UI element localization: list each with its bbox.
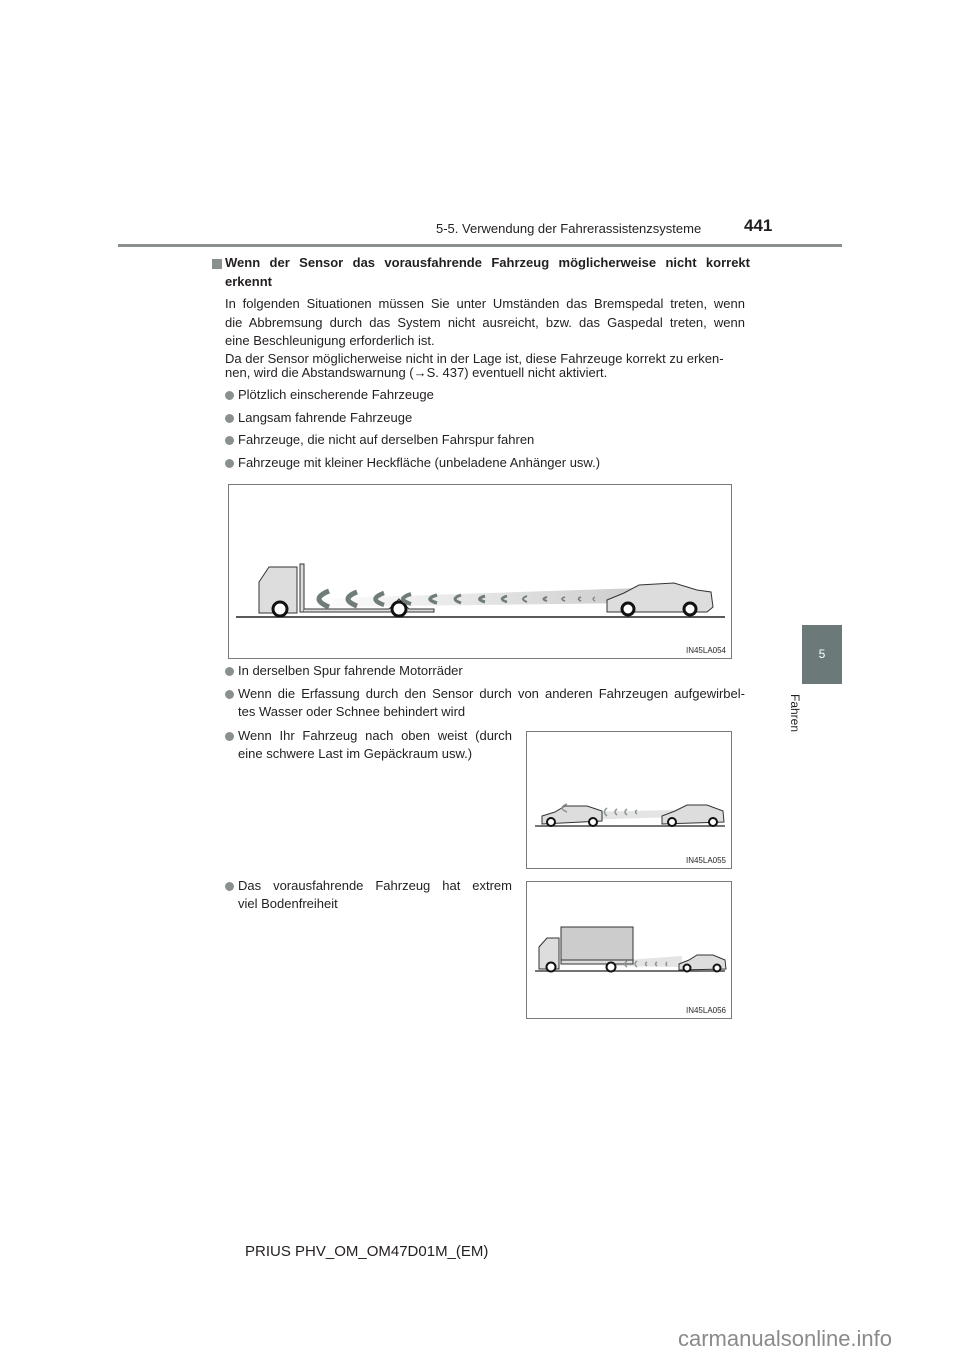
chapter-number: 5 [818,647,826,661]
intro-line: eine Beschleunigung erforderlich ist. [225,333,435,348]
figure-trailer-illustration [228,484,732,659]
bullet-text: eine schwere Last im Gepäckraum usw.) [238,746,473,761]
header-rule [118,244,842,247]
page-number: 441 [744,216,773,235]
figure-high-clearance-illustration [526,881,732,1019]
intro-line: die Abbremsung durch das System nicht ausreicht, bzw. das Gaspedal treten, wenn [225,315,745,330]
running-header-section: 5-5. Verwendung der Fahrerassistenzsysteme [436,221,702,236]
bullet-text: Wenn die Erfassung durch den Sensor durch von anderen Fahrzeugen aufgewirbel- [238,686,745,701]
figure-code: IN45LA054 [685,646,726,655]
trailer-car-drawing [229,485,733,660]
bullet-icon [225,436,234,445]
bullet-text: Fahrzeuge mit kleiner Heckfläche (unbeladene Anhänger usw.) [238,455,601,470]
bullet-icon [225,667,234,676]
intro-line: In folgenden Situationen müssen Sie unter Umständen das Bremspedal treten, wenn [225,296,745,311]
section-heading-cont: erkennt [225,274,272,289]
chapter-label: Fahren [788,693,802,733]
section-heading: Wenn der Sensor das vorausfahrende Fahrzeug möglicherweise nicht korrekt [225,255,750,270]
intro-line: Da der Sensor möglicherweise nicht in der Lage ist, diese Fahrzeuge korrekt zu erken- [225,351,724,366]
watermark: carmanualsonline.info [678,1326,893,1351]
bullet-text: Plötzlich einscherende Fahrzeuge [238,387,434,402]
bullet-icon [225,414,234,423]
bullet-icon [225,732,234,741]
truck-car-drawing [527,882,733,1020]
bullet-text: In derselben Spur fahrende Motorräder [238,663,463,678]
bullet-text: Wenn Ihr Fahrzeug nach oben weist (durch [238,728,512,743]
bullet-text: Langsam fahrende Fahrzeuge [238,410,413,425]
figure-nose-up-illustration [526,731,732,869]
heading-square-icon [212,259,222,269]
bullet-text: Fahrzeuge, die nicht auf derselben Fahrspur fahren [238,432,535,447]
bullet-icon [225,391,234,400]
bullet-icon [225,882,234,891]
figure-code: IN45LA056 [685,1006,726,1015]
bullet-text: tes Wasser oder Schnee behindert wird [238,704,466,719]
bullet-text: viel Bodenfreiheit [238,896,338,911]
bullet-text: Das vorausfahrende Fahrzeug hat extrem [238,878,512,893]
bullet-icon [225,690,234,699]
figure-code: IN45LA055 [685,856,726,865]
chapter-tab [802,625,842,684]
footer-manual-id: PRIUS PHV_OM_OM47D01M_(EM) [245,1243,489,1260]
intro-line: nen, wird die Abstandswarnung (→S. 437) eventuell nicht aktiviert. [225,365,608,380]
two-cars-drawing [527,732,733,870]
bullet-icon [225,459,234,468]
